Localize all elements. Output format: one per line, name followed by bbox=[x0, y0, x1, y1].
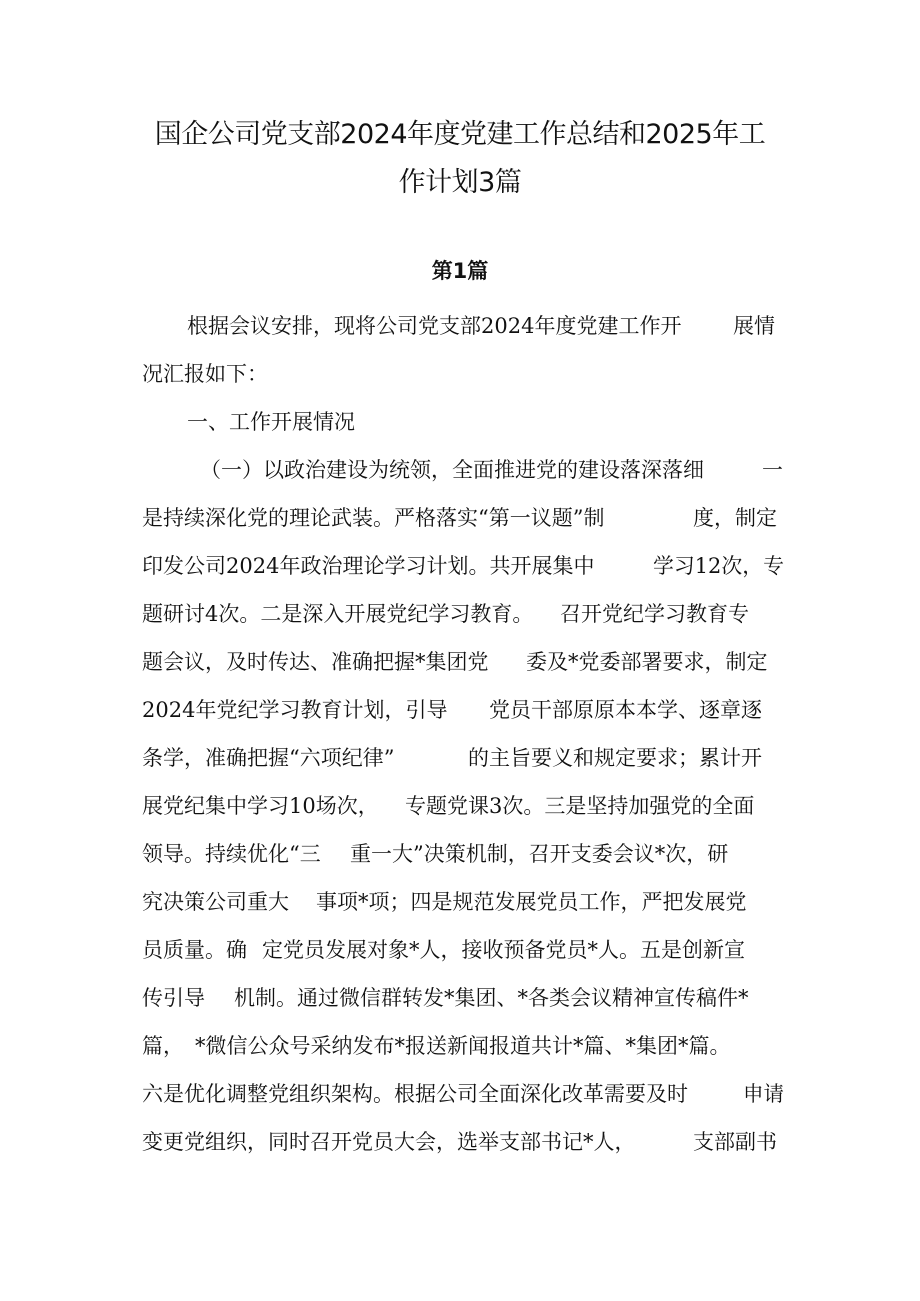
text-segment: 的主旨要义和规定要求；累计开 bbox=[468, 746, 762, 770]
body-line bbox=[0, 1127, 920, 1247]
text-segment: 变更党组织，同时召开党员大会，选举支部书记*人， bbox=[142, 1130, 636, 1154]
text-segment: 事项*项；四是规范发展党员工作，严把发展党 bbox=[316, 890, 747, 914]
text-segment: （一）以政治建设为统领，全面推进党的建设落深落细 bbox=[200, 458, 704, 482]
text-segment: 况汇报如下： bbox=[142, 362, 268, 386]
text-segment: 支部副书 bbox=[693, 1130, 777, 1154]
text-segment: 委及*党委部署要求，制定 bbox=[526, 650, 768, 674]
text-segment: 2024年党纪学习教育计划，引导 bbox=[142, 698, 448, 722]
text-segment: 重一大”决策机制，召开支委会议*次，研 bbox=[350, 842, 729, 866]
text-segment: 专题党课3次。三是坚持加强党的全面 bbox=[405, 794, 755, 818]
text-segment: 印发公司2024年政治理论学习计划。共开展集中 bbox=[142, 554, 595, 578]
text-segment: 题研讨4次。二是深入开展党纪学习教育。 bbox=[142, 602, 534, 626]
text-segment: 学习12次，专 bbox=[653, 554, 784, 578]
text-segment: 是持续深化党的理论武装。严格落实“第一议题”制 bbox=[142, 506, 605, 530]
text-segment: 篇， bbox=[142, 1034, 184, 1058]
text-segment: 一、工作开展情况 bbox=[187, 410, 355, 434]
text-segment: *微信公众号采纳发布*报送新闻报道共计*篇、*集团*篇。 bbox=[195, 1034, 731, 1058]
text-segment: 机制。通过微信群转发*集团、*各类会议精神宣传稿件* bbox=[234, 986, 749, 1010]
document-title-line-1: 国企公司党支部2024年度党建工作总结和2025年工 bbox=[154, 119, 766, 150]
text-segment: 召开党纪学习教育专 bbox=[560, 602, 749, 626]
text-segment: 员质量。确 bbox=[142, 938, 247, 962]
text-segment: 一 bbox=[762, 458, 783, 482]
text-segment: 传引导 bbox=[142, 986, 205, 1010]
document-title-line-2: 作计划3篇 bbox=[398, 167, 522, 198]
text-segment: 党员干部原原本本学、逐章逐 bbox=[489, 698, 762, 722]
text-segment: 领导。持续优化“三 bbox=[142, 842, 321, 866]
part-heading: 第1篇 bbox=[431, 259, 489, 283]
text-segment: 定党员发展对象*人，接收预备党员*人。五是创新宣 bbox=[262, 938, 745, 962]
text-segment: 根据会议安排，现将公司党支部2024年度党建工作开 bbox=[187, 314, 682, 338]
text-segment: 度，制定 bbox=[693, 506, 777, 530]
text-segment: 条学，准确把握“六项纪律” bbox=[142, 746, 395, 770]
text-segment: 究决策公司重大 bbox=[142, 890, 289, 914]
text-segment: 六是优化调整党组织架构。根据公司全面深化改革需要及时 bbox=[142, 1082, 688, 1106]
text-segment: 展党纪集中学习10场次， bbox=[142, 794, 379, 818]
text-segment: 申请 bbox=[743, 1082, 784, 1106]
text-segment: 展情 bbox=[733, 314, 775, 338]
text-segment: 题会议，及时传达、准确把握*集团党 bbox=[142, 650, 489, 674]
